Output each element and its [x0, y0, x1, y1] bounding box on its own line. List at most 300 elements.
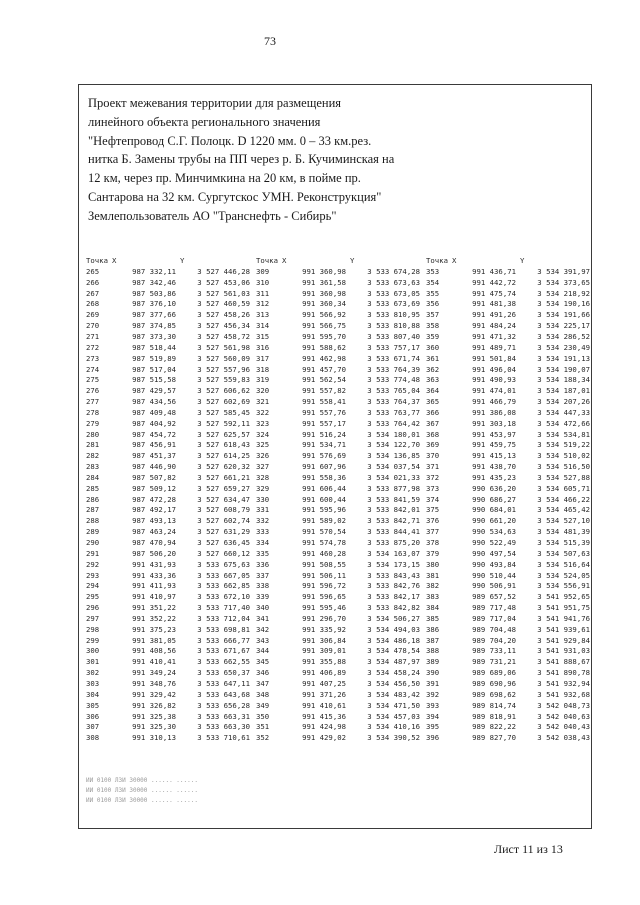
y-coordinate: 3 533 662,85 — [197, 581, 250, 591]
x-coordinate: 991 360,98 — [302, 288, 346, 298]
y-coordinate: 3 534 410,16 — [367, 722, 420, 732]
x-coordinate: 991 566,75 — [302, 321, 346, 331]
y-coordinate: 3 533 698,81 — [197, 624, 250, 634]
x-coordinate: 991 371,26 — [302, 689, 346, 699]
point-number: 374 — [426, 494, 440, 504]
y-coordinate: 3 534 122,70 — [367, 440, 420, 450]
y-coordinate: 3 533 765,04 — [367, 386, 420, 396]
point-number: 352 — [256, 733, 270, 743]
point-number: 339 — [256, 592, 270, 602]
x-coordinate: 991 558,36 — [302, 472, 346, 482]
y-coordinate: 3 534 471,50 — [367, 700, 420, 710]
x-coordinate: 990 510,44 — [472, 570, 516, 580]
title-line: Землепользователь АО "Транснефть - Сибирь" — [88, 208, 337, 223]
x-coordinate: 987 332,11 — [132, 266, 176, 276]
y-coordinate: 3 533 710,61 — [197, 733, 250, 743]
y-coordinate: 3 533 663,30 — [197, 722, 250, 732]
page-number: 73 — [264, 34, 276, 48]
y-coordinate: 3 527 458,72 — [197, 331, 250, 341]
y-coordinate: 3 527 557,96 — [197, 364, 250, 374]
y-coordinate: 3 533 675,63 — [197, 559, 250, 569]
table-row — [86, 418, 596, 429]
y-coordinate: 3 527 453,06 — [197, 277, 250, 287]
point-number: 300 — [86, 646, 100, 656]
point-number: 317 — [256, 353, 270, 363]
x-coordinate: 989 704,20 — [472, 635, 516, 645]
point-number: 358 — [426, 321, 440, 331]
y-coordinate: 3 527 446,28 — [197, 266, 250, 276]
x-coordinate: 991 410,41 — [132, 657, 176, 667]
x-coordinate: 987 374,85 — [132, 321, 176, 331]
y-coordinate: 3 533 666,77 — [197, 635, 250, 645]
title-line: 12 км, через пр. Минчимкина на 20 км, в пойме пр. — [88, 171, 361, 186]
point-number: 292 — [86, 559, 100, 569]
y-coordinate: 3 541 888,67 — [537, 657, 590, 667]
y-coordinate: 3 534 494,03 — [367, 624, 420, 634]
column-header-x: X — [282, 255, 287, 265]
y-coordinate: 3 542 038,43 — [537, 733, 590, 743]
x-coordinate: 991 457,70 — [302, 364, 346, 374]
x-coordinate: 991 326,82 — [132, 700, 176, 710]
x-coordinate: 991 475,74 — [472, 288, 516, 298]
point-number: 349 — [256, 700, 270, 710]
table-row — [86, 526, 596, 537]
point-number: 395 — [426, 722, 440, 732]
table-row — [86, 591, 596, 602]
x-coordinate: 989 827,70 — [472, 733, 516, 743]
x-coordinate: 991 600,44 — [302, 494, 346, 504]
point-number: 368 — [426, 429, 440, 439]
point-number: 270 — [86, 321, 100, 331]
point-number: 325 — [256, 440, 270, 450]
y-coordinate: 3 534 516,50 — [537, 462, 590, 472]
x-coordinate: 991 352,22 — [132, 613, 176, 623]
x-coordinate: 987 373,30 — [132, 331, 176, 341]
y-coordinate: 3 533 662,55 — [197, 657, 250, 667]
y-coordinate: 3 533 810,88 — [367, 321, 420, 331]
point-number: 272 — [86, 342, 100, 352]
point-number: 309 — [256, 266, 270, 276]
point-number: 345 — [256, 657, 270, 667]
x-coordinate: 989 689,06 — [472, 668, 516, 678]
point-number: 305 — [86, 700, 100, 710]
y-coordinate: 3 533 712,04 — [197, 613, 250, 623]
y-coordinate: 3 534 447,33 — [537, 407, 590, 417]
x-coordinate: 991 361,58 — [302, 277, 346, 287]
y-coordinate: 3 534 556,91 — [537, 581, 590, 591]
point-number: 298 — [86, 624, 100, 634]
point-number: 267 — [86, 288, 100, 298]
y-coordinate: 3 541 932,68 — [537, 689, 590, 699]
point-number: 278 — [86, 407, 100, 417]
y-coordinate: 3 533 842,71 — [367, 516, 420, 526]
point-number: 282 — [86, 451, 100, 461]
point-number: 275 — [86, 375, 100, 385]
y-coordinate: 3 534 173,15 — [367, 559, 420, 569]
point-number: 338 — [256, 581, 270, 591]
table-row — [86, 667, 596, 678]
y-coordinate: 3 541 890,78 — [537, 668, 590, 678]
column-header-y: Y — [350, 255, 355, 265]
x-coordinate: 989 822,22 — [472, 722, 516, 732]
x-coordinate: 991 431,93 — [132, 559, 176, 569]
point-number: 387 — [426, 635, 440, 645]
point-number: 373 — [426, 483, 440, 493]
x-coordinate: 991 558,41 — [302, 397, 346, 407]
x-coordinate: 991 325,38 — [132, 711, 176, 721]
x-coordinate: 987 451,37 — [132, 451, 176, 461]
y-coordinate: 3 527 618,43 — [197, 440, 250, 450]
point-number: 378 — [426, 538, 440, 548]
point-number: 313 — [256, 310, 270, 320]
x-coordinate: 991 355,88 — [302, 657, 346, 667]
table-row — [86, 440, 596, 451]
y-coordinate: 3 534 190,16 — [537, 299, 590, 309]
y-coordinate: 3 527 585,45 — [197, 407, 250, 417]
point-number: 350 — [256, 711, 270, 721]
point-number: 266 — [86, 277, 100, 287]
point-number: 361 — [426, 353, 440, 363]
y-coordinate: 3 527 608,79 — [197, 505, 250, 515]
point-number: 342 — [256, 624, 270, 634]
x-coordinate: 991 566,92 — [302, 310, 346, 320]
table-row — [86, 711, 596, 722]
y-coordinate: 3 533 764,42 — [367, 418, 420, 428]
point-number: 357 — [426, 310, 440, 320]
table-row — [86, 505, 596, 516]
point-number: 359 — [426, 331, 440, 341]
x-coordinate: 987 454,72 — [132, 429, 176, 439]
table-row — [86, 472, 596, 483]
point-number: 332 — [256, 516, 270, 526]
y-coordinate: 3 527 636,45 — [197, 538, 250, 548]
x-coordinate: 987 515,58 — [132, 375, 176, 385]
x-coordinate: 991 424,98 — [302, 722, 346, 732]
x-coordinate: 991 438,70 — [472, 462, 516, 472]
x-coordinate: 991 471,32 — [472, 331, 516, 341]
y-coordinate: 3 533 842,01 — [367, 505, 420, 515]
y-coordinate: 3 533 673,05 — [367, 288, 420, 298]
x-coordinate: 991 360,34 — [302, 299, 346, 309]
y-coordinate: 3 541 931,03 — [537, 646, 590, 656]
point-number: 288 — [86, 516, 100, 526]
y-coordinate: 3 534 466,22 — [537, 494, 590, 504]
y-coordinate: 3 534 218,92 — [537, 288, 590, 298]
x-coordinate: 991 588,62 — [302, 342, 346, 352]
point-number: 293 — [86, 570, 100, 580]
point-number: 391 — [426, 678, 440, 688]
point-number: 376 — [426, 516, 440, 526]
point-number: 385 — [426, 613, 440, 623]
x-coordinate: 991 410,97 — [132, 592, 176, 602]
x-coordinate: 987 429,57 — [132, 386, 176, 396]
point-number: 323 — [256, 418, 270, 428]
y-coordinate: 3 534 180,01 — [367, 429, 420, 439]
y-coordinate: 3 534 515,39 — [537, 538, 590, 548]
x-coordinate: 987 376,10 — [132, 299, 176, 309]
y-coordinate: 3 534 527,88 — [537, 472, 590, 482]
point-number: 380 — [426, 559, 440, 569]
point-number: 297 — [86, 613, 100, 623]
column-header-point: Точка — [256, 255, 278, 265]
y-coordinate: 3 541 952,65 — [537, 592, 590, 602]
x-coordinate: 990 686,27 — [472, 494, 516, 504]
point-number: 303 — [86, 678, 100, 688]
y-coordinate: 3 527 458,26 — [197, 310, 250, 320]
x-coordinate: 991 411,93 — [132, 581, 176, 591]
y-coordinate: 3 533 671,67 — [197, 646, 250, 656]
table-row — [86, 548, 596, 559]
x-coordinate: 991 459,75 — [472, 440, 516, 450]
y-coordinate: 3 533 842,82 — [367, 603, 420, 613]
point-number: 273 — [86, 353, 100, 363]
x-coordinate: 987 517,04 — [132, 364, 176, 374]
x-coordinate: 991 433,36 — [132, 570, 176, 580]
table-row — [86, 613, 596, 624]
x-coordinate: 991 496,04 — [472, 364, 516, 374]
x-coordinate: 990 661,20 — [472, 516, 516, 526]
table-row — [86, 515, 596, 526]
point-number: 393 — [426, 700, 440, 710]
x-coordinate: 991 562,54 — [302, 375, 346, 385]
faded-stamp: ИИ 0100 ЛЗИ 30000 ...... ...... ИИ 0100 ЛЗИ 30000 ...... ...... ИИ 0100 ЛЗИ 30000 ...... ...... — [86, 777, 198, 804]
table-row — [86, 407, 596, 418]
table-row — [86, 299, 596, 310]
x-coordinate: 989 818,91 — [472, 711, 516, 721]
x-coordinate: 991 349,24 — [132, 668, 176, 678]
point-number: 377 — [426, 527, 440, 537]
x-coordinate: 991 351,22 — [132, 603, 176, 613]
point-number: 327 — [256, 462, 270, 472]
x-coordinate: 991 410,61 — [302, 700, 346, 710]
sheet-number: Лист 11 из 13 — [494, 842, 563, 856]
y-coordinate: 3 533 842,76 — [367, 581, 420, 591]
point-number: 315 — [256, 331, 270, 341]
point-number: 312 — [256, 299, 270, 309]
x-coordinate: 989 704,48 — [472, 624, 516, 634]
point-number: 379 — [426, 548, 440, 558]
point-number: 316 — [256, 342, 270, 352]
table-row — [86, 396, 596, 407]
x-coordinate: 987 446,90 — [132, 462, 176, 472]
x-coordinate: 991 429,02 — [302, 733, 346, 743]
y-coordinate: 3 527 592,11 — [197, 418, 250, 428]
x-coordinate: 991 596,65 — [302, 592, 346, 602]
table-row — [86, 678, 596, 689]
column-header-x: X — [112, 255, 117, 265]
point-number: 388 — [426, 646, 440, 656]
point-number: 394 — [426, 711, 440, 721]
column-header-point: Точка — [86, 255, 108, 265]
x-coordinate: 987 492,17 — [132, 505, 176, 515]
point-number: 382 — [426, 581, 440, 591]
point-number: 392 — [426, 689, 440, 699]
x-coordinate: 987 456,91 — [132, 440, 176, 450]
x-coordinate: 991 484,24 — [472, 321, 516, 331]
y-coordinate: 3 527 602,69 — [197, 397, 250, 407]
point-number: 307 — [86, 722, 100, 732]
x-coordinate: 991 303,18 — [472, 418, 516, 428]
point-number: 354 — [426, 277, 440, 287]
point-number: 347 — [256, 678, 270, 688]
x-coordinate: 991 406,89 — [302, 668, 346, 678]
y-coordinate: 3 527 661,21 — [197, 472, 250, 482]
point-number: 265 — [86, 266, 100, 276]
x-coordinate: 991 381,05 — [132, 635, 176, 645]
y-coordinate: 3 533 875,20 — [367, 538, 420, 548]
y-coordinate: 3 534 191,13 — [537, 353, 590, 363]
point-number: 341 — [256, 613, 270, 623]
y-coordinate: 3 527 456,34 — [197, 321, 250, 331]
point-number: 287 — [86, 505, 100, 515]
title-line: Сантарова на 32 км. Сургутскос УМН. Реконструкция" — [88, 189, 382, 204]
table-row — [86, 374, 596, 385]
point-number: 351 — [256, 722, 270, 732]
x-coordinate: 991 489,71 — [472, 342, 516, 352]
point-number: 375 — [426, 505, 440, 515]
x-coordinate: 989 690,96 — [472, 678, 516, 688]
table-row — [86, 580, 596, 591]
y-coordinate: 3 527 559,83 — [197, 375, 250, 385]
x-coordinate: 991 360,98 — [302, 266, 346, 276]
y-coordinate: 3 533 764,39 — [367, 364, 420, 374]
y-coordinate: 3 533 807,40 — [367, 331, 420, 341]
x-coordinate: 991 335,92 — [302, 624, 346, 634]
point-number: 346 — [256, 668, 270, 678]
table-row — [86, 320, 596, 331]
x-coordinate: 991 310,13 — [132, 733, 176, 743]
x-coordinate: 989 733,11 — [472, 646, 516, 656]
x-coordinate: 991 557,76 — [302, 407, 346, 417]
y-coordinate: 3 534 605,71 — [537, 483, 590, 493]
point-number: 396 — [426, 733, 440, 743]
y-coordinate: 3 533 841,59 — [367, 494, 420, 504]
point-number: 306 — [86, 711, 100, 721]
y-coordinate: 3 534 481,39 — [537, 527, 590, 537]
y-coordinate: 3 534 230,49 — [537, 342, 590, 352]
point-number: 286 — [86, 494, 100, 504]
y-coordinate: 3 533 757,17 — [367, 342, 420, 352]
x-coordinate: 991 453,97 — [472, 429, 516, 439]
y-coordinate: 3 534 187,01 — [537, 386, 590, 396]
x-coordinate: 991 408,56 — [132, 646, 176, 656]
y-coordinate: 3 534 190,07 — [537, 364, 590, 374]
x-coordinate: 991 595,96 — [302, 505, 346, 515]
x-coordinate: 987 519,89 — [132, 353, 176, 363]
y-coordinate: 3 541 951,75 — [537, 603, 590, 613]
point-number: 276 — [86, 386, 100, 396]
point-number: 271 — [86, 331, 100, 341]
table-row — [86, 494, 596, 505]
y-coordinate: 3 533 663,31 — [197, 711, 250, 721]
point-number: 268 — [86, 299, 100, 309]
point-number: 324 — [256, 429, 270, 439]
title-line: линейного объекта регионального значения — [88, 114, 321, 129]
y-coordinate: 3 534 486,18 — [367, 635, 420, 645]
y-coordinate: 3 533 774,48 — [367, 375, 420, 385]
table-row — [86, 483, 596, 494]
point-number: 290 — [86, 538, 100, 548]
point-number: 289 — [86, 527, 100, 537]
table-row — [86, 429, 596, 440]
point-number: 304 — [86, 689, 100, 699]
point-number: 366 — [426, 407, 440, 417]
x-coordinate: 991 557,17 — [302, 418, 346, 428]
table-row — [86, 656, 596, 667]
x-coordinate: 989 717,04 — [472, 613, 516, 623]
point-number: 322 — [256, 407, 270, 417]
x-coordinate: 987 434,56 — [132, 397, 176, 407]
document-title — [88, 94, 508, 226]
y-coordinate: 3 533 643,68 — [197, 689, 250, 699]
point-number: 296 — [86, 603, 100, 613]
y-coordinate: 3 534 391,97 — [537, 266, 590, 276]
y-coordinate: 3 527 620,32 — [197, 462, 250, 472]
table-row — [86, 559, 596, 570]
x-coordinate: 990 506,91 — [472, 581, 516, 591]
y-coordinate: 3 534 458,24 — [367, 668, 420, 678]
title-line: "Нефтепровод С.Г. Полоцк. D 1220 мм. 0 – 33 км.рез. — [88, 133, 372, 148]
y-coordinate: 3 534 286,52 — [537, 331, 590, 341]
y-coordinate: 3 534 373,65 — [537, 277, 590, 287]
y-coordinate: 3 533 673,69 — [367, 299, 420, 309]
y-coordinate: 3 534 472,66 — [537, 418, 590, 428]
x-coordinate: 987 506,20 — [132, 548, 176, 558]
x-coordinate: 990 497,54 — [472, 548, 516, 558]
point-number: 331 — [256, 505, 270, 515]
y-coordinate: 3 541 932,94 — [537, 678, 590, 688]
column-header-x: X — [452, 255, 457, 265]
y-coordinate: 3 534 021,33 — [367, 472, 420, 482]
y-coordinate: 3 534 037,54 — [367, 462, 420, 472]
point-number: 348 — [256, 689, 270, 699]
x-coordinate: 991 474,01 — [472, 386, 516, 396]
table-row — [86, 364, 596, 375]
y-coordinate: 3 534 516,64 — [537, 559, 590, 569]
y-coordinate: 3 542 048,73 — [537, 700, 590, 710]
y-coordinate: 3 534 207,26 — [537, 397, 590, 407]
table-row — [86, 385, 596, 396]
point-number: 311 — [256, 288, 270, 298]
table-header-row — [86, 254, 596, 266]
y-coordinate: 3 527 625,57 — [197, 429, 250, 439]
point-number: 389 — [426, 657, 440, 667]
x-coordinate: 991 415,36 — [302, 711, 346, 721]
x-coordinate: 987 493,13 — [132, 516, 176, 526]
table-row — [86, 277, 596, 288]
point-number: 302 — [86, 668, 100, 678]
point-number: 330 — [256, 494, 270, 504]
y-coordinate: 3 527 660,12 — [197, 548, 250, 558]
table-row — [86, 624, 596, 635]
column-header-point: Точка — [426, 255, 448, 265]
point-number: 369 — [426, 440, 440, 450]
point-number: 308 — [86, 733, 100, 743]
y-coordinate: 3 527 561,98 — [197, 342, 250, 352]
y-coordinate: 3 533 842,17 — [367, 592, 420, 602]
x-coordinate: 991 460,28 — [302, 548, 346, 558]
y-coordinate: 3 534 191,66 — [537, 310, 590, 320]
x-coordinate: 991 576,69 — [302, 451, 346, 461]
x-coordinate: 989 717,48 — [472, 603, 516, 613]
y-coordinate: 3 533 671,74 — [367, 353, 420, 363]
x-coordinate: 990 493,84 — [472, 559, 516, 569]
x-coordinate: 991 306,84 — [302, 635, 346, 645]
table-row — [86, 689, 596, 700]
y-coordinate: 3 527 560,09 — [197, 353, 250, 363]
x-coordinate: 987 463,24 — [132, 527, 176, 537]
x-coordinate: 991 490,93 — [472, 375, 516, 385]
